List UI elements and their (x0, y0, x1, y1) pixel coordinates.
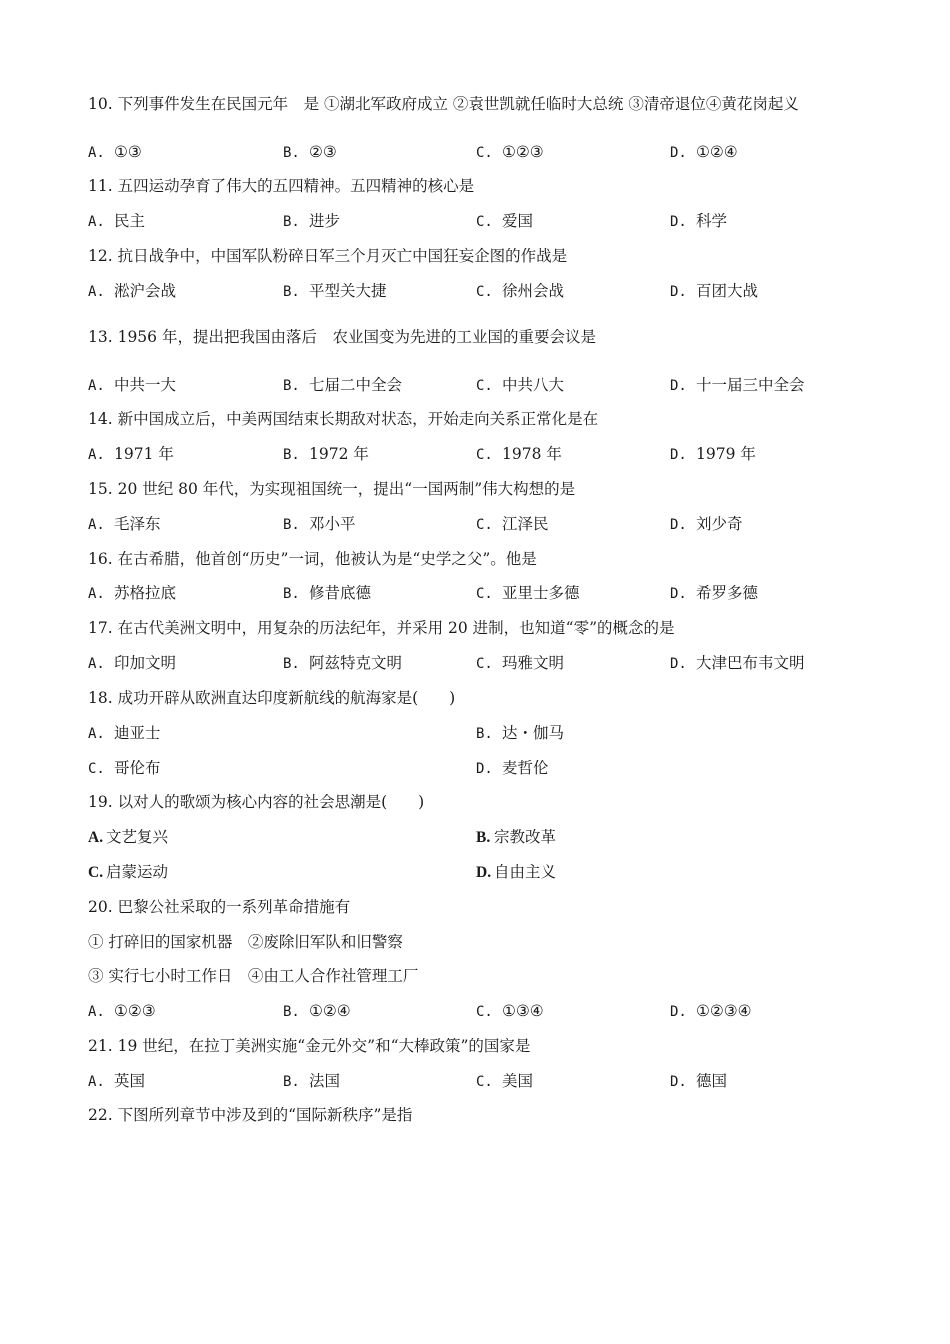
option-d: D. ①②④ (670, 143, 738, 161)
question-10-stem: 10. 下列事件发生在民国元年 是 ①湖北军政府成立 ②袁世凯就任临时大总统 ③清帝退位④黄花岗起义 (88, 95, 799, 113)
option-d: D. 大津巴布韦文明 (670, 654, 805, 672)
question-20-statement-line: ③ 实行七小时工作日 ④由工人合作社管理工厂 (88, 967, 419, 985)
question-17-stem: 17. 在古代美洲文明中，用复杂的历法纪年，并采用 20 进制，也知道“零”的概念的是 (88, 619, 675, 637)
question-14-stem: 14. 新中国成立后，中美两国结束长期敌对状态，开始走向关系正常化是在 (88, 410, 599, 428)
question-13-options (88, 374, 888, 396)
question-11-stem: 11. 五四运动孕育了伟大的五四精神。五四精神的核心是 (88, 177, 475, 195)
option-b: B. 1972 年 (283, 445, 369, 463)
option-c: C. 1978 年 (476, 445, 562, 463)
question-19-options-row2 (88, 861, 888, 883)
option-d: D. 十一届三中全会 (670, 376, 805, 394)
question-17-options (88, 652, 888, 674)
option-a: A. 民主 (88, 212, 146, 230)
question-10-options (88, 141, 888, 163)
option-a: A. ①③ (88, 143, 142, 161)
question-22-stem: 22. 下图所列章节中涉及到的“国际新秩序”是指 (88, 1106, 413, 1124)
question-16-options (88, 582, 888, 604)
option-d: D. 麦哲伦 (476, 759, 549, 777)
option-a: A. 文艺复兴 (88, 828, 169, 846)
option-a: A. 英国 (88, 1072, 146, 1090)
option-a: A. 淞沪会战 (88, 282, 177, 300)
option-d: D. ①②③④ (670, 1002, 752, 1020)
option-b: B. 达・伽马 (476, 724, 565, 742)
question-18-options-row2 (88, 757, 888, 779)
question-19-stem: 19. 以对人的歌颂为核心内容的社会思潮是( ) (88, 793, 425, 811)
option-b: B. 法国 (283, 1072, 341, 1090)
option-c: C. 江泽民 (476, 515, 549, 533)
option-d: D. 自由主义 (476, 863, 557, 881)
question-12-stem: 12. 抗日战争中，中国军队粉碎日军三个月灭亡中国狂妄企图的作战是 (88, 247, 568, 265)
option-d: D. 德国 (670, 1072, 728, 1090)
question-15-options (88, 513, 888, 535)
option-c: C. ①②③ (476, 143, 544, 161)
option-a: A. 印加文明 (88, 654, 177, 672)
option-c: C. ①③④ (476, 1002, 544, 1020)
option-a: A. 毛泽东 (88, 515, 161, 533)
option-a: A. ①②③ (88, 1002, 156, 1020)
question-11-options (88, 210, 888, 232)
option-b: B. 修昔底德 (283, 584, 372, 602)
option-b: B. 阿兹特克文明 (283, 654, 403, 672)
option-a: A. 1971 年 (88, 445, 174, 463)
option-d: D. 1979 年 (670, 445, 756, 463)
option-c: C. 亚里士多德 (476, 584, 580, 602)
question-16-stem: 16. 在古希腊，他首创“历史”一词，他被认为是“史学之父”。他是 (88, 550, 537, 568)
option-d: D. 希罗多德 (670, 584, 759, 602)
question-21-stem: 21. 19 世纪，在拉丁美洲实施“金元外交”和“大棒政策”的国家是 (88, 1037, 531, 1055)
question-20-stem: 20. 巴黎公社采取的一系列革命措施有 (88, 898, 351, 916)
option-c: C. 中共八大 (476, 376, 565, 394)
option-c: C. 美国 (476, 1072, 534, 1090)
option-a: A. 中共一大 (88, 376, 177, 394)
question-20-statement-line: ① 打碎旧的国家机器 ②废除旧军队和旧警察 (88, 933, 403, 951)
question-18-options-row1 (88, 722, 888, 744)
option-c: C. 哥伦布 (88, 759, 161, 777)
option-b: B. ②③ (283, 143, 337, 161)
option-a: A. 迪亚士 (88, 724, 161, 742)
option-c: C. 爱国 (476, 212, 534, 230)
option-a: A. 苏格拉底 (88, 584, 177, 602)
question-20-options (88, 1000, 888, 1022)
question-13-stem: 13. 1956 年，提出把我国由落后 农业国变为先进的工业国的重要会议是 (88, 328, 596, 346)
question-18-stem: 18. 成功开辟从欧洲直达印度新航线的航海家是( ) (88, 689, 456, 707)
question-21-options (88, 1070, 888, 1092)
option-d: D. 刘少奇 (670, 515, 743, 533)
question-12-options (88, 280, 888, 302)
question-19-options-row1 (88, 826, 888, 848)
option-c: C. 启蒙运动 (88, 863, 169, 881)
option-b: B. 邓小平 (283, 515, 356, 533)
option-c: C. 玛雅文明 (476, 654, 565, 672)
question-14-options (88, 443, 888, 465)
option-b: B. 进步 (283, 212, 341, 230)
question-15-stem: 15. 20 世纪 80 年代，为实现祖国统一，提出“一国两制”伟大构想的是 (88, 480, 576, 498)
option-d: D. 科学 (670, 212, 728, 230)
option-b: B. ①②④ (283, 1002, 351, 1020)
option-b: B. 七届二中全会 (283, 376, 403, 394)
option-b: B. 平型关大捷 (283, 282, 387, 300)
option-d: D. 百团大战 (670, 282, 759, 300)
option-b: B. 宗教改革 (476, 828, 557, 846)
option-c: C. 徐州会战 (476, 282, 565, 300)
